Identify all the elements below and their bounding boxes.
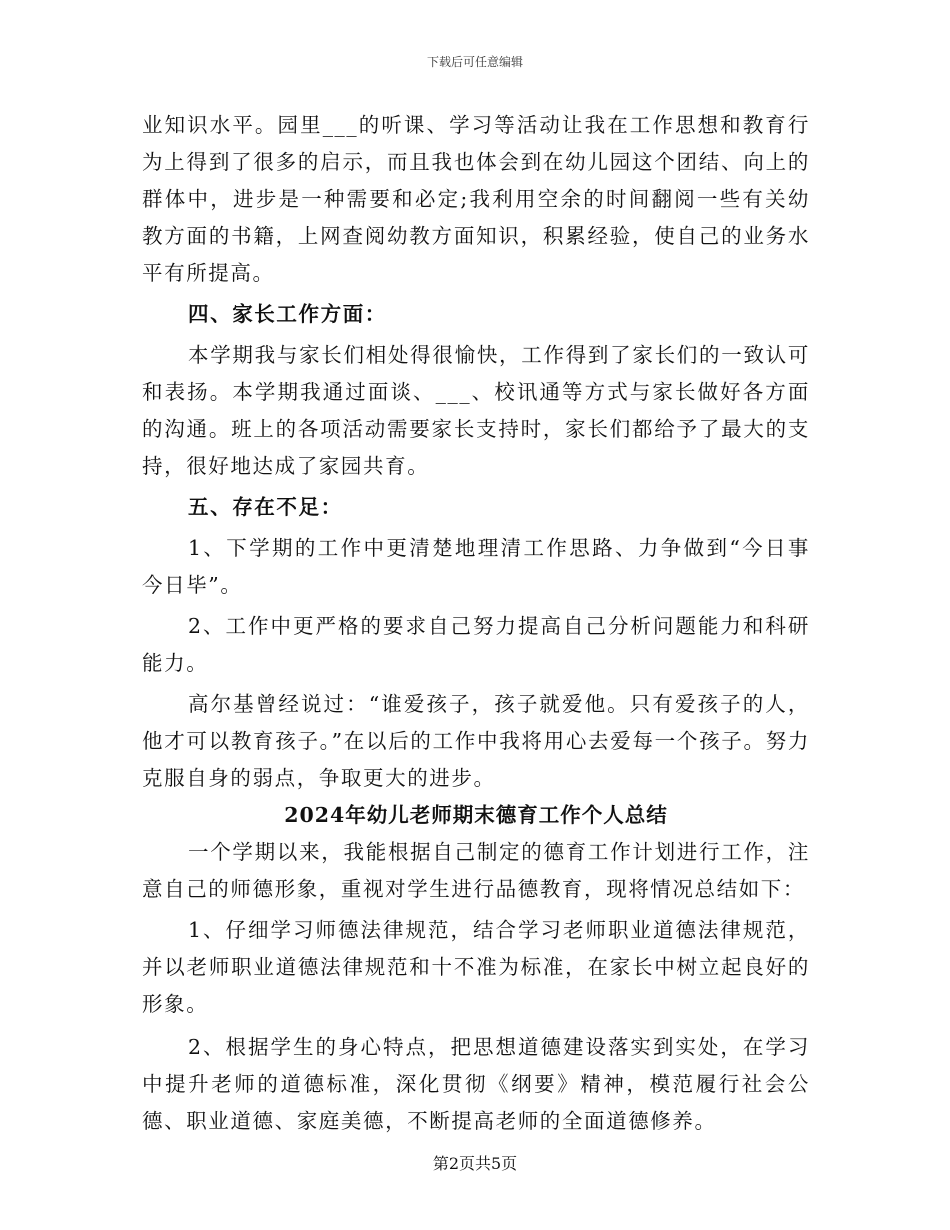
paragraph-continued: 业知识水平。园里___的听课、学习等活动让我在工作思想和教育行为上得到了很多的启示，而且我也体会到在幼儿园这个团结、向上的群体中，进步是一种需要和必定;我利用空余的时间翻阅一些有关幼教方面的书籍，上网查阅幼教方面知识，积累经验，使自己的业务水平有所提高。 bbox=[142, 113, 810, 285]
document-body bbox=[142, 107, 810, 1140]
section-heading-parents: 四、家长工作方面： bbox=[188, 302, 387, 326]
document-title: 2024年幼儿老师期末德育工作个人总结 bbox=[284, 803, 668, 827]
list-item-2: 2、工作中更严格的要求自己努力提高自己分析问题能力和科研能力。 bbox=[142, 614, 810, 675]
page-indicator: 第2页共5页 bbox=[432, 1154, 518, 1173]
quote-paragraph: 高尔基曾经说过：“谁爱孩子，孩子就爱他。只有爱孩子的人，他才可以教育孩子。”在以后的工作中我将用心去爱每一个孩子。努力克服自身的弱点，争取更大的进步。 bbox=[142, 692, 810, 790]
list-item-1: 1、下学期的工作中更清楚地理清工作思路、力争做到“今日事今日毕”。 bbox=[142, 536, 810, 597]
moral-item-1: 1、仔细学习师德法律规范，结合学习老师职业道德法律规范，并以老师职业道德法律规范和十不准为标准，在家长中树立起良好的形象。 bbox=[142, 918, 810, 1016]
section-heading-shortcomings: 五、存在不足： bbox=[188, 495, 343, 519]
paragraph-parents: 本学期我与家长们相处得很愉快，工作得到了家长们的一致认可和表扬。本学期我通过面谈、___、校讯通等方式与家长做好各方面的沟通。班上的各项活动需要家长支持时，家长们都给予了最大的支持，很好地达成了家园共育。 bbox=[142, 343, 810, 478]
moral-item-2: 2、根据学生的身心特点，把思想道德建设落实到实处，在学习中提升老师的道德标准，深化贯彻《纲要》精神，模范履行社会公德、职业道德、家庭美德，不断提高老师的全面道德修养。 bbox=[142, 1035, 810, 1133]
header-note: 下载后可任意编辑 bbox=[426, 55, 523, 69]
intro-paragraph: 一个学期以来，我能根据自己制定的德育工作计划进行工作，注意自己的师德形象，重视对学生进行品德教育，现将情况总结如下： bbox=[142, 840, 810, 901]
